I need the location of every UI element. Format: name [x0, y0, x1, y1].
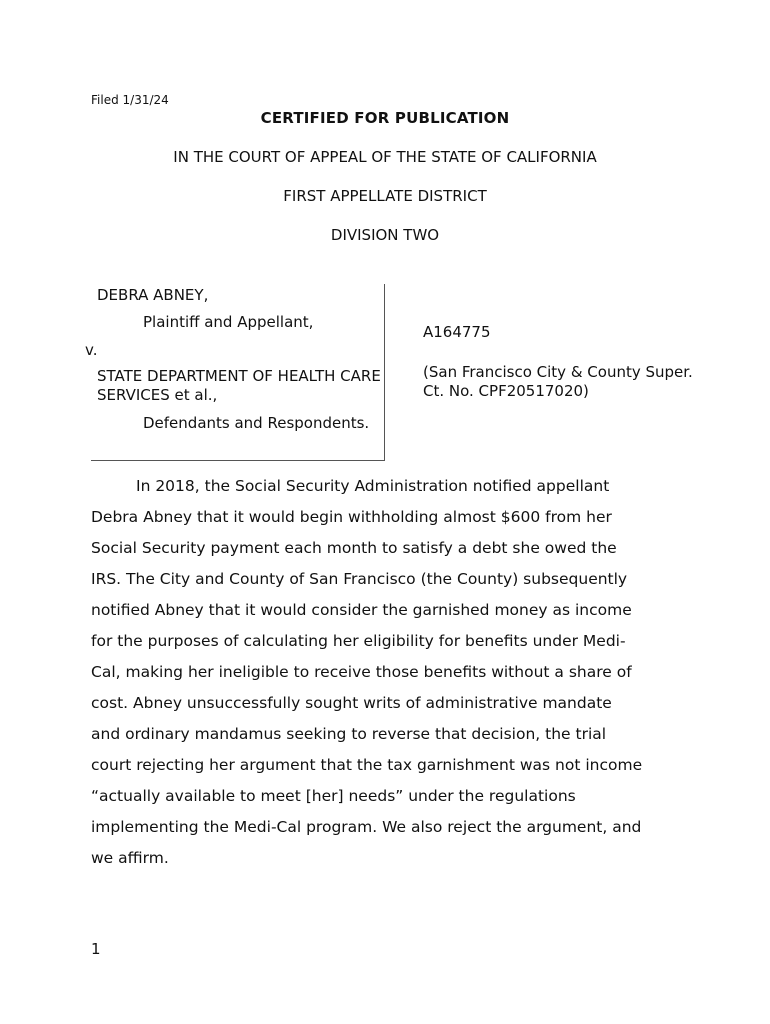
body-line: “actually available to meet [her] needs” under the regulations — [91, 787, 576, 805]
body-line: IRS. The City and County of San Francisco (the County) subsequently — [91, 570, 628, 588]
body-line: cost. Abney unsuccessfully sought writs of administrative mandate — [91, 694, 612, 712]
district-name: FIRST APPELLATE DISTRICT — [283, 187, 487, 205]
plaintiff-name: DEBRA ABNEY, — [97, 286, 209, 304]
versus-label: v. — [85, 341, 98, 359]
filed-date: Filed 1/31/24 — [91, 93, 169, 107]
body-line: implementing the Medi-Cal program. We also reject the argument, and — [91, 818, 642, 836]
body-line: court rejecting her argument that the tax garnishment was not income — [91, 756, 643, 774]
division-name: DIVISION TWO — [330, 226, 440, 244]
body-line: and ordinary mandamus seeking to reverse that decision, the trial — [91, 725, 607, 743]
body-line: In 2018, the Social Security Administration notified appellant — [136, 477, 610, 495]
defendant-name: STATE DEPARTMENT OF HEALTH CARE SERVICES et al., — [97, 367, 381, 404]
body-line: Debra Abney that it would begin withholding almost $600 from her — [91, 508, 612, 526]
body-line: Cal, making her ineligible to receive those benefits without a share of — [91, 663, 632, 681]
case-caption — [85, 284, 385, 461]
page-number: 1 — [91, 940, 101, 958]
plaintiff-role: Plaintiff and Appellant, — [143, 313, 314, 331]
body-line: notified Abney that it would consider the garnished money as income — [91, 601, 632, 619]
lower-court-number: (San Francisco City & County Super. Ct. No. CPF20517020) — [423, 363, 693, 400]
opinion-body — [91, 471, 691, 874]
body-line: Social Security payment each month to satisfy a debt she owed the — [91, 539, 617, 557]
defendant-role: Defendants and Respondents. — [143, 414, 370, 432]
case-number: A164775 — [423, 323, 491, 341]
court-name: IN THE COURT OF APPEAL OF THE STATE OF CALIFORNIA — [173, 148, 597, 166]
body-line: for the purposes of calculating her eligibility for benefits under Medi- — [91, 632, 626, 650]
body-line: we affirm. — [91, 849, 169, 867]
certified-heading: CERTIFIED FOR PUBLICATION — [260, 109, 510, 127]
